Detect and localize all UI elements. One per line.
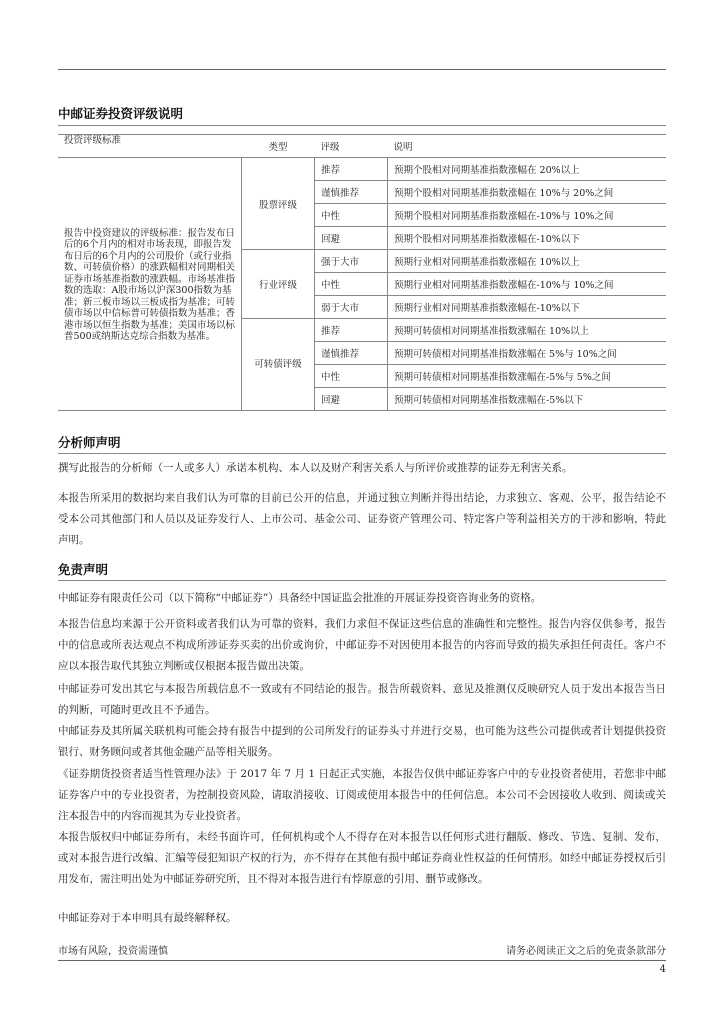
- rating-cell: 中性: [315, 365, 388, 388]
- rating-cell: 谨慎推荐: [315, 181, 388, 204]
- footer-rule: [58, 960, 666, 961]
- disclaimer-paragraph: 本报告信息均来源于公开资料或者我们认为可靠的资料，我们力求但不保证这些信息的准确性和完整性。报告内容仅供参考，报告中的信息或所表达观点不构成所涉证券买卖的出价或询价，中邮证券不对因使用本报告的内容而导致的损失承担任何责任。客户不应以本报告取代其独立判断或仅根据本报告做出决策。: [58, 618, 666, 672]
- desc-cell: 预期个股相对同期基准指数涨幅在-10%与 10%之间: [388, 204, 667, 227]
- type-industry: 行业评级: [242, 250, 315, 319]
- type-stock: 股票评级: [242, 158, 315, 250]
- desc-cell: 预期可转债相对同期基准指数涨幅在 10%以上: [388, 319, 667, 342]
- analyst-section-rule: [58, 453, 666, 454]
- disclaimer-section-rule: [58, 580, 666, 581]
- desc-cell: 预期行业相对同期基准指数涨幅在 10%以上: [388, 250, 667, 273]
- disclaimer-paragraph: 中邮证券对于本申明具有最终解释权。: [58, 912, 237, 924]
- rating-section-title: 中邮证券投资评级说明: [58, 106, 184, 121]
- footer-disclaimer-notice: 请务必阅读正文之后的免责条款部分: [506, 946, 666, 957]
- disclaimer-paragraph: 中邮证券可发出其它与本报告所载信息不一致或有不同结论的报告。报告所载资料、意见及推测仅反映研究人员于发出本报告当日的判断，可随时更改且不予通告。: [58, 683, 666, 716]
- desc-cell: 预期个股相对同期基准指数涨幅在-10%以下: [388, 227, 667, 250]
- desc-cell: 预期可转债相对同期基准指数涨幅在-5%以下: [388, 388, 667, 411]
- rating-standard-text: 报告中投资建议的评级标准：报告发布日后的6个月内的相对市场表现，即报告发布日后的6个月内的公司股价（或行业指数、可转债价格）的涨跌幅相对同期相关证券市场基准指数的涨跌幅。市场基准指数的选取：A股市场以沪深300指数为基准；新三板市场以三板成指为基准；可转债市场以中信标普可转债指数为基准；香港市场以恒生指数为基准；美国市场以标普500或纳斯达克综合指数为基准。: [58, 158, 242, 411]
- header-rating: 评级: [315, 135, 388, 158]
- rating-cell: 弱于大市: [315, 296, 388, 319]
- desc-cell: 预期可转债相对同期基准指数涨幅在 5%与 10%之间: [388, 342, 667, 365]
- page-number: 4: [659, 964, 666, 975]
- analyst-section-title: 分析师声明: [58, 435, 121, 450]
- rating-cell: 回避: [315, 388, 388, 411]
- footer-risk-notice: 市场有风险，投资需谨慎: [58, 946, 168, 957]
- rating-cell: 推荐: [315, 158, 388, 181]
- desc-cell: 预期行业相对同期基准指数涨幅在-10%以下: [388, 296, 667, 319]
- header-rule: [58, 69, 666, 70]
- rating-cell: 推荐: [315, 319, 388, 342]
- rating-cell: 中性: [315, 204, 388, 227]
- disclaimer-paragraph: 中邮证券及其所属关联机构可能会持有报告中提到的公司所发行的证券头寸并进行交易，也可能为这些公司提供或者计划提供投资银行、财务顾问或者其他金融产品等相关服务。: [58, 725, 666, 758]
- rating-section-rule: [58, 125, 666, 126]
- desc-cell: 预期行业相对同期基准指数涨幅在-10%与 10%之间: [388, 273, 667, 296]
- header-type: 类型: [242, 135, 315, 158]
- rating-cell: 谨慎推荐: [315, 342, 388, 365]
- desc-cell: 预期个股相对同期基准指数涨幅在 20%以上: [388, 158, 667, 181]
- rating-cell: 回避: [315, 227, 388, 250]
- disclaimer-section-title: 免责声明: [58, 562, 109, 577]
- disclaimer-paragraph: 中邮证券有限责任公司（以下简称“中邮证券”）具备经中国证监会批准的开展证券投资咨询业务的资格。: [58, 592, 542, 604]
- disclaimer-paragraph: 《证券期货投资者适当性管理办法》于 2017 年 7 月 1 日起正式实施，本报告仅供中邮证券客户中的专业投资者使用，若您非中邮证券客户中的专业投资者，为控制投资风险，请取消接收、订阅或使用本报告中的任何信息。本公司不会因接收人收到、阅读或关注本报告中的内容而视其为专业投资者。: [58, 768, 666, 822]
- disclaimer-paragraph: 本报告版权归中邮证券所有，未经书面许可，任何机构或个人不得存在对本报告以任何形式进行翻版、修改、节选、复制、发布，或对本报告进行改编、汇编等侵犯知识产权的行为，亦不得存在其他有损中邮证券商业性权益的任何情形。如经中邮证券授权后引用发布，需注明出处为中邮证券研究所，且不得对本报告进行有悖原意的引用、删节或修改。: [58, 831, 666, 885]
- header-desc: 说明: [388, 135, 667, 158]
- analyst-paragraph: 本报告所采用的数据均来自我们认为可靠的目前已公开的信息，并通过独立判断并得出结论，力求独立、客观、公平，报告结论不受本公司其他部门和人员以及证券发行人、上市公司、基金公司、证券资产管理公司、特定客户等利益相关方的干涉和影响，特此声明。: [58, 492, 666, 546]
- desc-cell: 预期个股相对同期基准指数涨幅在 10%与 20%之间: [388, 181, 667, 204]
- desc-cell: 预期可转债相对同期基准指数涨幅在-5%与 5%之间: [388, 365, 667, 388]
- rating-table: [58, 134, 666, 411]
- analyst-paragraph: 撰写此报告的分析师（一人或多人）承诺本机构、本人以及财产利害关系人与所评价或推荐的证券无利害关系。: [58, 462, 573, 474]
- rating-cell: 中性: [315, 273, 388, 296]
- header-standard: 投资评级标准: [58, 135, 242, 158]
- type-convertible: 可转债评级: [242, 319, 315, 411]
- rating-cell: 强于大市: [315, 250, 388, 273]
